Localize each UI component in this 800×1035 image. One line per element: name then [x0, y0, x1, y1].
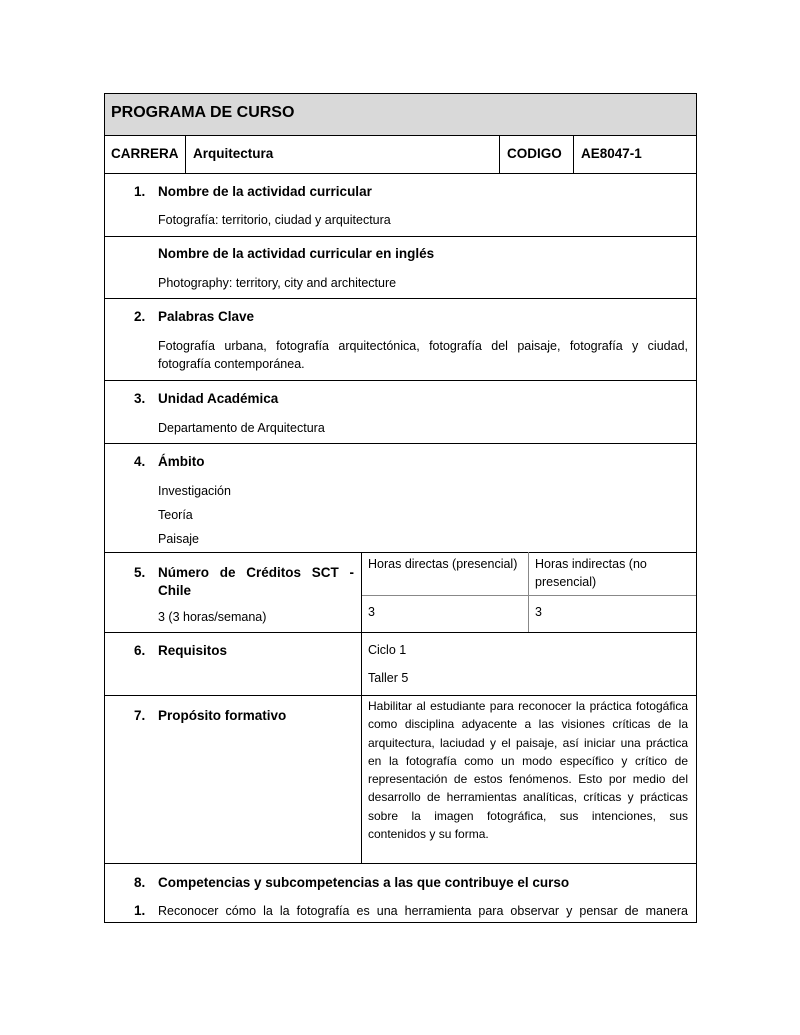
section-number: 7. — [134, 708, 146, 723]
s5-title: Número de Créditos SCT - Chile — [158, 565, 354, 598]
page-title: PROGRAMA DE CURSO — [111, 104, 295, 121]
rule — [104, 863, 697, 864]
carrera-value: Arquitectura — [193, 146, 274, 161]
section-number: 4. — [134, 454, 146, 469]
carrera-label: CARRERA — [111, 146, 179, 161]
rule — [361, 595, 697, 596]
direct-hours-value: 3 — [368, 605, 375, 619]
s6-item: Taller 5 — [368, 671, 409, 685]
competency-number: 1. — [134, 903, 146, 918]
s2-title: Palabras Clave — [158, 309, 255, 324]
indirect-hours-value: 3 — [535, 605, 542, 619]
s1en-value: Photography: territory, city and architecture — [158, 276, 397, 290]
codigo-value: AE8047-1 — [581, 146, 642, 161]
rule — [361, 552, 362, 863]
section-number: 2. — [134, 309, 146, 324]
rule — [104, 443, 697, 444]
rule — [696, 93, 697, 923]
rule — [499, 135, 500, 173]
rule — [104, 298, 697, 299]
s1-value: Fotografía: territorio, ciudad y arquitectura — [158, 213, 391, 227]
s3-value: Departamento de Arquitectura — [158, 421, 325, 435]
rule — [104, 93, 697, 94]
rule — [104, 236, 697, 237]
rule — [104, 632, 697, 633]
s2-value: Fotografía urbana, fotografía arquitectónica, fotografía del paisaje, fotografía y ciudad, fotografía contemporánea. — [158, 339, 688, 371]
rule — [573, 135, 574, 173]
s7-value: Habilitar al estudiante para reconocer la práctica fotogáfica como disciplina adyacente a las visiones críticas de la arquitectura, laciudad y el paisaje, así iniciar una práctica en la fotografía como un modo específico y crítico de representación de estos fenómenos. Esto por medio del desarrollo de herramientas analíticas, críticas y prácticas sobre la imagen fotográfica, sus intenciones, sus contenidos y su forma. — [368, 699, 688, 842]
rule — [528, 552, 529, 632]
s3-title: Unidad Académica — [158, 391, 279, 406]
section-number: 8. — [134, 875, 146, 890]
direct-hours-label: Horas directas (presencial) — [368, 557, 518, 571]
rule — [104, 922, 697, 923]
s5-value: 3 (3 horas/semana) — [158, 610, 267, 624]
s1-title: Nombre de la actividad curricular — [158, 184, 372, 199]
section-number: 5. — [134, 565, 146, 580]
s1en-title: Nombre de la actividad curricular en inglés — [158, 246, 435, 261]
s4-item: Investigación — [158, 484, 231, 498]
rule — [104, 173, 697, 174]
s4-title: Ámbito — [158, 454, 205, 469]
codigo-label: CODIGO — [507, 146, 562, 161]
section-number: 3. — [134, 391, 146, 406]
rule — [185, 135, 186, 173]
rule — [104, 380, 697, 381]
s4-item: Paisaje — [158, 532, 199, 546]
rule — [104, 552, 697, 553]
s4-item: Teoría — [158, 508, 193, 522]
section-number: 6. — [134, 643, 146, 658]
s7-title: Propósito formativo — [158, 708, 287, 723]
s6-title: Requisitos — [158, 643, 228, 658]
rule — [104, 695, 697, 696]
rule — [104, 93, 105, 923]
rule — [104, 135, 697, 136]
competency-text: Reconocer cómo la la fotografía es una herramienta para observar y pensar de manera — [158, 904, 688, 918]
indirect-hours-label: Horas indirectas (no presencial) — [535, 557, 647, 589]
s6-item: Ciclo 1 — [368, 643, 407, 657]
s8-title: Competencias y subcompetencias a las que contribuye el curso — [158, 875, 570, 890]
section-number: 1. — [134, 184, 146, 199]
